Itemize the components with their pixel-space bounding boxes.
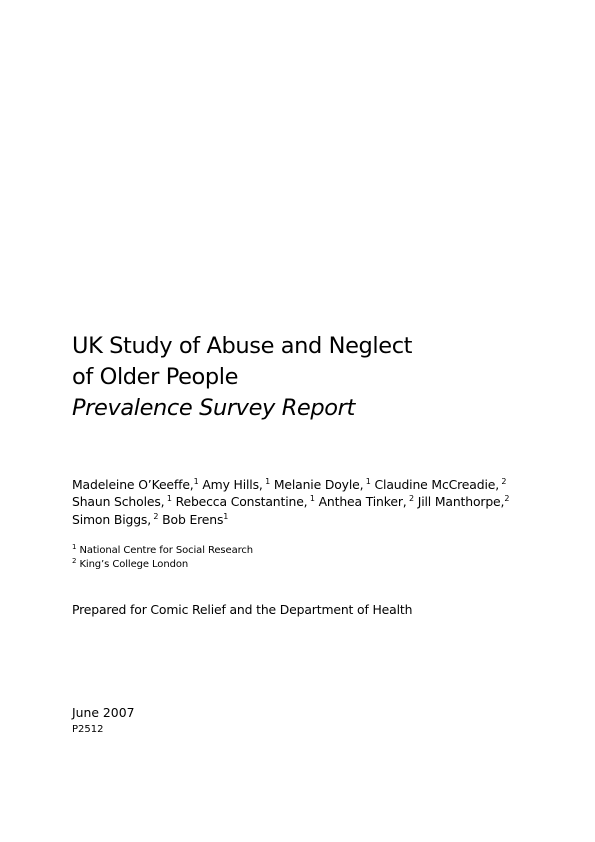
- author-name: Melanie Doyle,: [270, 477, 364, 492]
- author-name: Simon Biggs,: [72, 511, 152, 527]
- author-name: Bob Erens: [158, 511, 224, 527]
- publication-date: June 2007: [72, 705, 135, 720]
- report-title: [72, 331, 412, 424]
- affiliation-marker: 2: [72, 557, 77, 565]
- author-affiliation-marker: 1: [193, 477, 199, 486]
- author-list: [72, 476, 509, 528]
- author-affiliation-marker: 2: [406, 494, 414, 504]
- report-subtitle: Prevalence Survey Report: [72, 395, 355, 421]
- author-affiliation-marker: 2: [504, 494, 510, 504]
- author-line-3: [72, 511, 509, 528]
- affiliation-text: National Centre for Social Research: [76, 545, 254, 556]
- author-line-2: [72, 493, 509, 510]
- author-affiliation-marker: 1: [307, 494, 315, 504]
- author-name: Claudine McCreadie,: [370, 477, 499, 492]
- author-affiliation-marker: 2: [151, 511, 159, 521]
- affiliation-item: [72, 558, 253, 572]
- author-affiliation-marker: 2: [499, 477, 507, 486]
- author-name: Jill Manthorpe,: [413, 494, 505, 510]
- author-affiliation-marker: 1: [223, 511, 229, 521]
- affiliation-text: King’s College London: [76, 559, 189, 570]
- author-name: Madeleine O’Keeffe,: [72, 477, 194, 492]
- author-affiliation-marker: 1: [363, 477, 371, 486]
- affiliation-marker: 1: [72, 543, 77, 551]
- affiliation-item: [72, 544, 253, 558]
- prepared-for-statement: Prepared for Comic Relief and the Department of Health: [72, 602, 413, 617]
- author-name: Amy Hills,: [198, 477, 263, 492]
- author-name: Shaun Scholes,: [72, 494, 165, 510]
- title-line-1: UK Study of Abuse and Neglect: [72, 333, 413, 359]
- affiliation-list: [72, 544, 253, 572]
- author-affiliation-marker: 1: [262, 477, 271, 486]
- author-affiliation-marker: 1: [164, 494, 172, 504]
- report-code: P2512: [72, 724, 104, 735]
- author-name: Rebecca Constantine,: [171, 494, 308, 510]
- title-line-2: of Older People: [72, 364, 239, 390]
- author-line-1: [72, 476, 509, 493]
- author-name: Anthea Tinker,: [314, 494, 407, 510]
